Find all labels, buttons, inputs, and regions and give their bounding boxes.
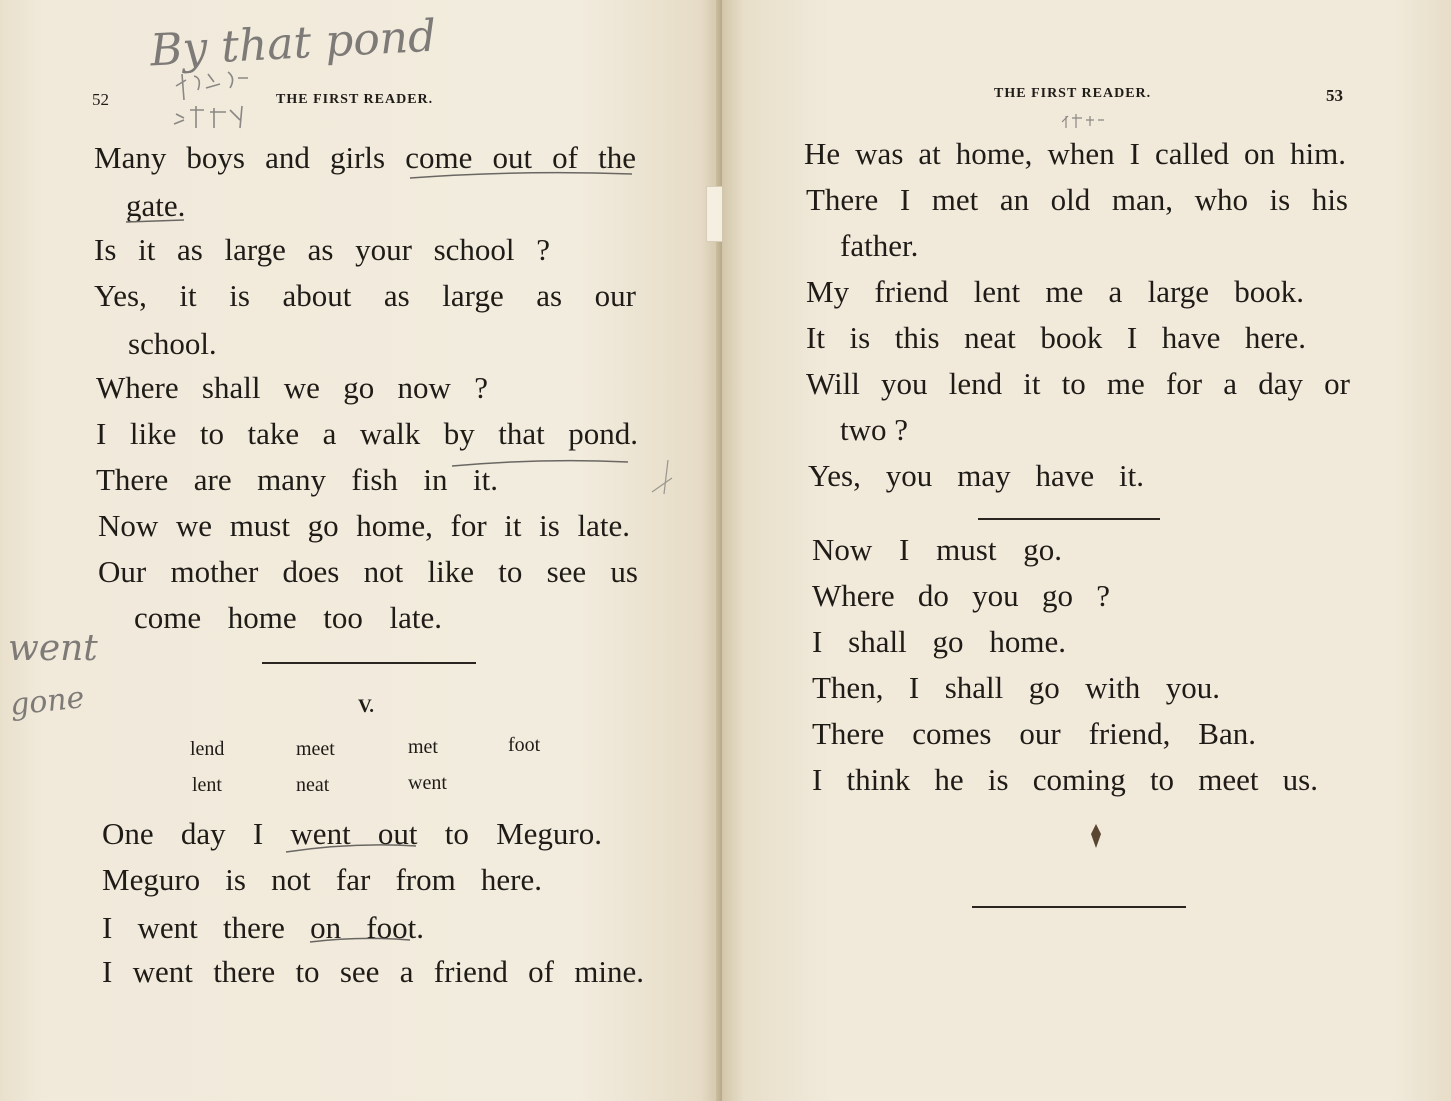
vocabulary-word: lent: [192, 774, 222, 796]
text-line: There are many fish in it.: [96, 462, 498, 497]
vocabulary-word: foot: [508, 734, 541, 756]
text-line: Then, I shall go with you.: [812, 670, 1220, 705]
text-line: two ?: [840, 412, 909, 447]
text-line: Now I must go.: [812, 532, 1062, 567]
text-line: Yes, you may have it.: [808, 458, 1144, 493]
handwritten-gloss: [1058, 112, 1108, 132]
text-line: One day I went out to Meguro.: [102, 816, 602, 851]
margin-note: went: [8, 628, 98, 669]
text-line: gate.: [126, 188, 186, 223]
page-number: 53: [1326, 86, 1343, 105]
margin-note: gone: [8, 680, 86, 723]
text-line: I went there to see a friend of mine.: [102, 954, 644, 989]
text-line: I think he is coming to meet us.: [812, 762, 1318, 797]
text-line: Will you lend it to me for a day or: [806, 366, 1350, 401]
text-line: Many boys and girls come out of the: [94, 140, 636, 175]
running-head: THE FIRST READER.: [994, 86, 1152, 101]
vocabulary-word: meet: [296, 738, 335, 760]
text-line: come home too late.: [134, 600, 442, 635]
text-line: I went there on foot.: [102, 910, 424, 945]
right-page: [722, 0, 1451, 1101]
closing-rule: [972, 906, 1186, 908]
text-line: I like to take a walk by that pond.: [96, 416, 638, 451]
vocabulary-word: went: [408, 772, 447, 794]
lesson-heading: V.: [358, 696, 375, 717]
left-page: [0, 0, 722, 1101]
text-line: Meguro is not far from here.: [102, 862, 542, 897]
text-line: Where do you go ?: [812, 578, 1110, 613]
text-line: Yes, it is about as large as our: [94, 278, 636, 313]
text-line: I shall go home.: [812, 624, 1066, 659]
text-line: Our mother does not like to see us: [98, 554, 638, 589]
vocabulary-word: lend: [190, 738, 225, 760]
page-number: 52: [92, 90, 109, 109]
text-line: Is it as large as your school ?: [94, 232, 550, 267]
handwritten-note-top: By that pond: [148, 10, 438, 77]
text-line: There I met an old man, who is his: [806, 182, 1348, 217]
text-line: Now we must go home, for it is late.: [98, 508, 630, 543]
text-line: There comes our friend, Ban.: [812, 716, 1256, 751]
vocabulary-word: neat: [296, 774, 330, 796]
text-line: father.: [840, 228, 919, 263]
text-line: It is this neat book I have here.: [806, 320, 1306, 355]
vocabulary-word: met: [408, 736, 438, 758]
text-line: He was at home, when I called on him.: [804, 136, 1346, 171]
ornament-mark: [1088, 822, 1104, 850]
section-divider: [978, 518, 1160, 520]
text-line: My friend lent me a large book.: [806, 274, 1304, 309]
text-line: Where shall we go now ?: [96, 370, 488, 405]
running-head: THE FIRST READER.: [276, 92, 434, 107]
section-divider: [262, 662, 476, 664]
text-line: school.: [128, 326, 217, 361]
